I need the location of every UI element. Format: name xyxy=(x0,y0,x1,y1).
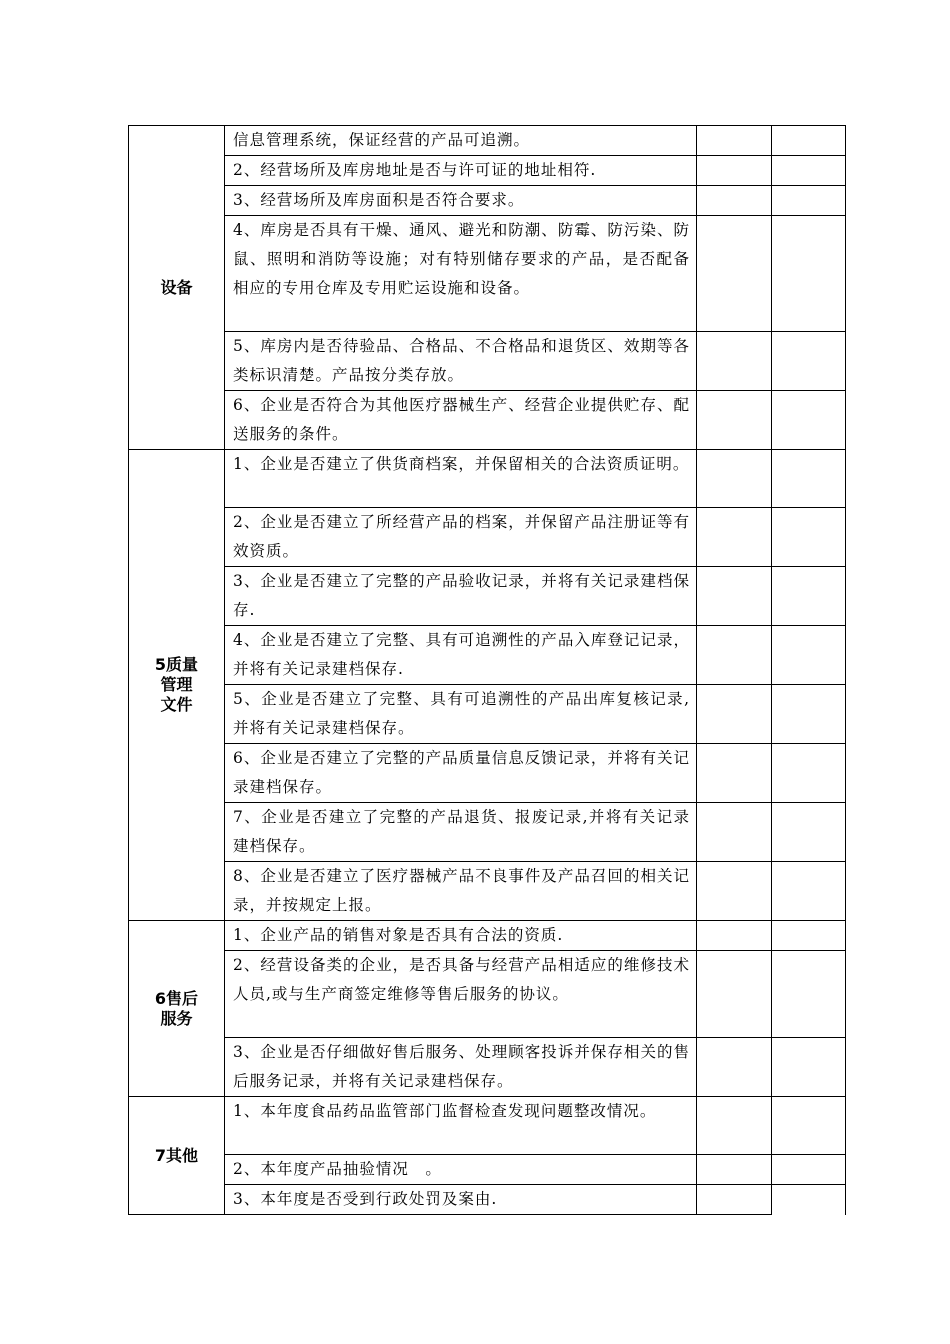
remark-cell[interactable] xyxy=(772,126,846,156)
category-cell xyxy=(129,1097,225,1215)
category-cell xyxy=(129,921,225,1097)
category-label: 7其他 xyxy=(154,1145,199,1165)
remark-cell[interactable] xyxy=(772,921,846,951)
category-label: 管理 xyxy=(160,675,193,694)
remark-cell[interactable] xyxy=(772,862,846,921)
table-row xyxy=(129,391,846,450)
check-item: 1、本年度食品药品监管部门监督检查发现问题整改情况。 xyxy=(225,1097,697,1155)
check-item: 信息管理系统，保证经营的产品可追溯。 xyxy=(225,126,697,156)
check-item: 4、企业是否建立了完整、具有可追溯性的产品入库登记记录，并将有关记录建档保存. xyxy=(225,626,697,685)
table-row xyxy=(129,216,846,332)
remark-cell[interactable] xyxy=(772,626,846,685)
result-cell[interactable] xyxy=(697,126,772,156)
table-row xyxy=(129,450,846,508)
check-item: 3、企业是否仔细做好售后服务、处理顾客投诉并保存相关的售后服务记录，并将有关记录建档保存。 xyxy=(225,1038,697,1097)
result-cell[interactable] xyxy=(697,626,772,685)
result-cell[interactable] xyxy=(697,567,772,626)
table-row xyxy=(129,567,846,626)
table-row xyxy=(129,1038,846,1097)
remark-cell[interactable] xyxy=(772,391,846,450)
check-item: 6、企业是否符合为其他医疗器械生产、经营企业提供贮存、配送服务的条件。 xyxy=(225,391,697,450)
check-item: 1、企业是否建立了供货商档案，并保留相关的合法资质证明。 xyxy=(225,450,697,508)
table-row xyxy=(129,1097,846,1155)
remark-cell[interactable] xyxy=(772,744,846,803)
remark-cell[interactable] xyxy=(772,508,846,567)
result-cell[interactable] xyxy=(697,332,772,391)
check-item: 3、经营场所及库房面积是否符合要求。 xyxy=(225,186,697,216)
remark-cell[interactable] xyxy=(772,216,846,332)
table-row xyxy=(129,186,846,216)
table-row xyxy=(129,921,846,951)
check-item: 1、企业产品的销售对象是否具有合法的资质. xyxy=(225,921,697,951)
table-row xyxy=(129,685,846,744)
result-cell[interactable] xyxy=(697,391,772,450)
check-item: 5、企业是否建立了完整、具有可追溯性的产品出库复核记录,并将有关记录建档保存。 xyxy=(225,685,697,744)
remark-cell[interactable] xyxy=(772,1097,846,1155)
remark-cell[interactable] xyxy=(772,156,846,186)
check-item: 3、本年度是否受到行政处罚及案由. xyxy=(225,1185,697,1215)
check-item: 4、库房是否具有干燥、通风、避光和防潮、防霉、防污染、防鼠、照明和消防等设施；对有特别储存要求的产品，是否配备相应的专用仓库及专用贮运设施和设备。 xyxy=(225,216,697,332)
result-cell[interactable] xyxy=(697,951,772,1038)
result-cell[interactable] xyxy=(697,508,772,567)
remark-cell[interactable] xyxy=(772,685,846,744)
result-cell[interactable] xyxy=(697,744,772,803)
remark-cell[interactable] xyxy=(772,332,846,391)
remark-cell[interactable] xyxy=(772,1185,846,1215)
table-row xyxy=(129,156,846,186)
category-label: 服务 xyxy=(160,1008,193,1028)
result-cell[interactable] xyxy=(697,216,772,332)
result-cell[interactable] xyxy=(697,1097,772,1155)
result-cell[interactable] xyxy=(697,186,772,216)
remark-cell[interactable] xyxy=(772,1038,846,1097)
remark-cell[interactable] xyxy=(772,450,846,508)
table-row xyxy=(129,862,846,921)
result-cell[interactable] xyxy=(697,862,772,921)
result-cell[interactable] xyxy=(697,1185,772,1215)
table-row xyxy=(129,126,846,156)
table-row xyxy=(129,626,846,685)
remark-cell[interactable] xyxy=(772,186,846,216)
remark-cell[interactable] xyxy=(772,803,846,862)
remark-cell[interactable] xyxy=(772,1155,846,1185)
table-row xyxy=(129,1185,846,1215)
table-row xyxy=(129,744,846,803)
category-label: 设备 xyxy=(160,277,193,297)
category-label: 5质量 xyxy=(154,655,199,674)
result-cell[interactable] xyxy=(697,156,772,186)
category-label: 文件 xyxy=(160,695,193,714)
check-item: 6、企业是否建立了完整的产品质量信息反馈记录，并将有关记录建档保存。 xyxy=(225,744,697,803)
result-cell[interactable] xyxy=(697,803,772,862)
check-item: 2、本年度产品抽验情况 。 xyxy=(225,1155,697,1185)
check-item: 2、经营场所及库房地址是否与许可证的地址相符. xyxy=(225,156,697,186)
check-item: 7、企业是否建立了完整的产品退货、报废记录,并将有关记录建档保存。 xyxy=(225,803,697,862)
result-cell[interactable] xyxy=(697,1155,772,1185)
category-cell xyxy=(129,126,225,450)
check-item: 5、库房内是否待验品、合格品、不合格品和退货区、效期等各类标识清楚。产品按分类存放。 xyxy=(225,332,697,391)
table-row xyxy=(129,1155,846,1185)
category-label: 6售后 xyxy=(154,988,199,1008)
result-cell[interactable] xyxy=(697,1038,772,1097)
table-row xyxy=(129,508,846,567)
table-row xyxy=(129,951,846,1038)
result-cell[interactable] xyxy=(697,685,772,744)
table-row xyxy=(129,332,846,391)
category-cell xyxy=(129,450,225,921)
result-cell[interactable] xyxy=(697,450,772,508)
inspection-checklist-table xyxy=(128,125,846,1215)
remark-cell[interactable] xyxy=(772,567,846,626)
remark-cell[interactable] xyxy=(772,951,846,1038)
check-item: 3、企业是否建立了完整的产品验收记录，并将有关记录建档保存. xyxy=(225,567,697,626)
check-item: 2、企业是否建立了所经营产品的档案，并保留产品注册证等有效资质。 xyxy=(225,508,697,567)
result-cell[interactable] xyxy=(697,921,772,951)
check-item: 8、企业是否建立了医疗器械产品不良事件及产品召回的相关记录，并按规定上报。 xyxy=(225,862,697,921)
table-row xyxy=(129,803,846,862)
check-item: 2、经营设备类的企业，是否具备与经营产品相适应的维修技术人员,或与生产商签定维修等售后服务的协议。 xyxy=(225,951,697,1038)
